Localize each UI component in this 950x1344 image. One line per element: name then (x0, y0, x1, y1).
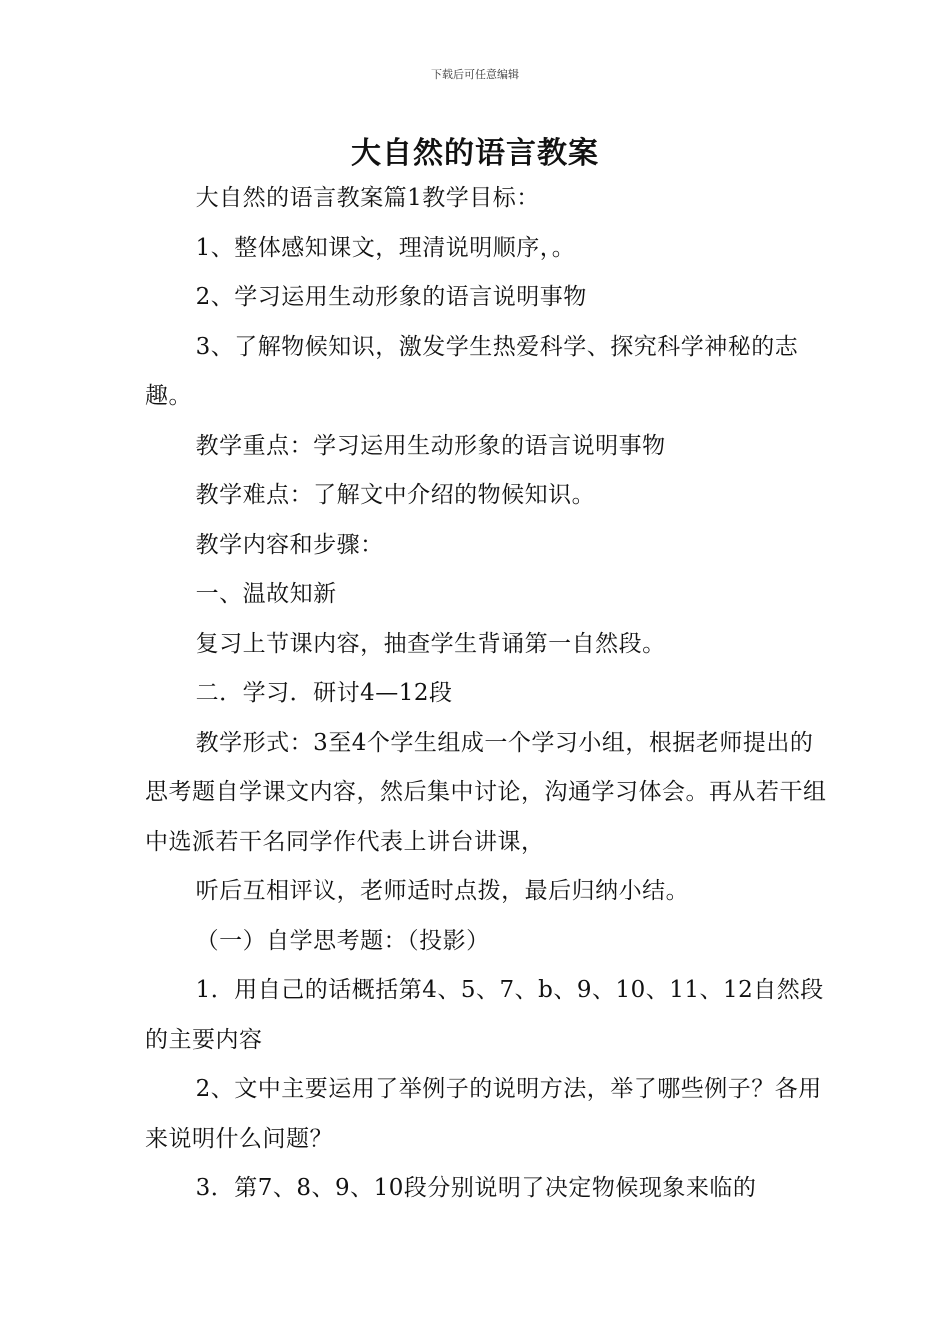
paragraph-teaching-form: 教学形式：3至4个学生组成一个学习小组，根据老师提出的思考题自学课文内容，然后集中讨论，沟通学习体会。再从若干组中选派若干名同学作代表上讲台讲课， (145, 729, 827, 855)
paragraph-goal-1: 1、整体感知课文，理清说明顺序，。 (195, 234, 576, 261)
paragraph-question-3: 3．第7、8、9、10段分别说明了决定物候现象来临的 (195, 1175, 757, 1201)
document-title: 大自然的语言教案 (351, 136, 599, 171)
paragraph-section-1: 一、温故知新 (195, 581, 337, 607)
paragraph-section-2: 二．学习．研讨4—12段 (195, 680, 453, 706)
paragraph-intro: 大自然的语言教案篇1教学目标： (195, 185, 540, 211)
paragraph-review: 复习上节课内容，抽查学生背诵第一自然段。 (195, 630, 666, 657)
document-body (145, 174, 835, 1214)
paragraph-question-1: 1．用自己的话概括第4、5、7、b、9、10、11、12自然段的主要内容 (145, 977, 824, 1053)
paragraph-evaluation: 听后互相评议，老师适时点拨，最后归纳小结。 (195, 878, 690, 904)
paragraph-difficulty: 教学难点：了解文中介绍的物候知识。 (195, 482, 596, 508)
paragraph-self-study: （一）自学思考题：（投影） (195, 927, 490, 954)
paragraph-question-2: 2、文中主要运用了举例子的说明方法，举了哪些例子？各用来说明什么问题？ (145, 1076, 822, 1152)
paragraph-goal-2: 2、学习运用生动形象的语言说明事物 (195, 284, 587, 310)
header-note: 下载后可任意编辑 (431, 68, 519, 81)
paragraph-key-point: 教学重点：学习运用生动形象的语言说明事物 (195, 432, 666, 459)
paragraph-steps-heading: 教学内容和步骤： (195, 531, 384, 558)
paragraph-goal-3: 3、了解物候知识，激发学生热爱科学、探究科学神秘的志趣。 (145, 333, 799, 409)
